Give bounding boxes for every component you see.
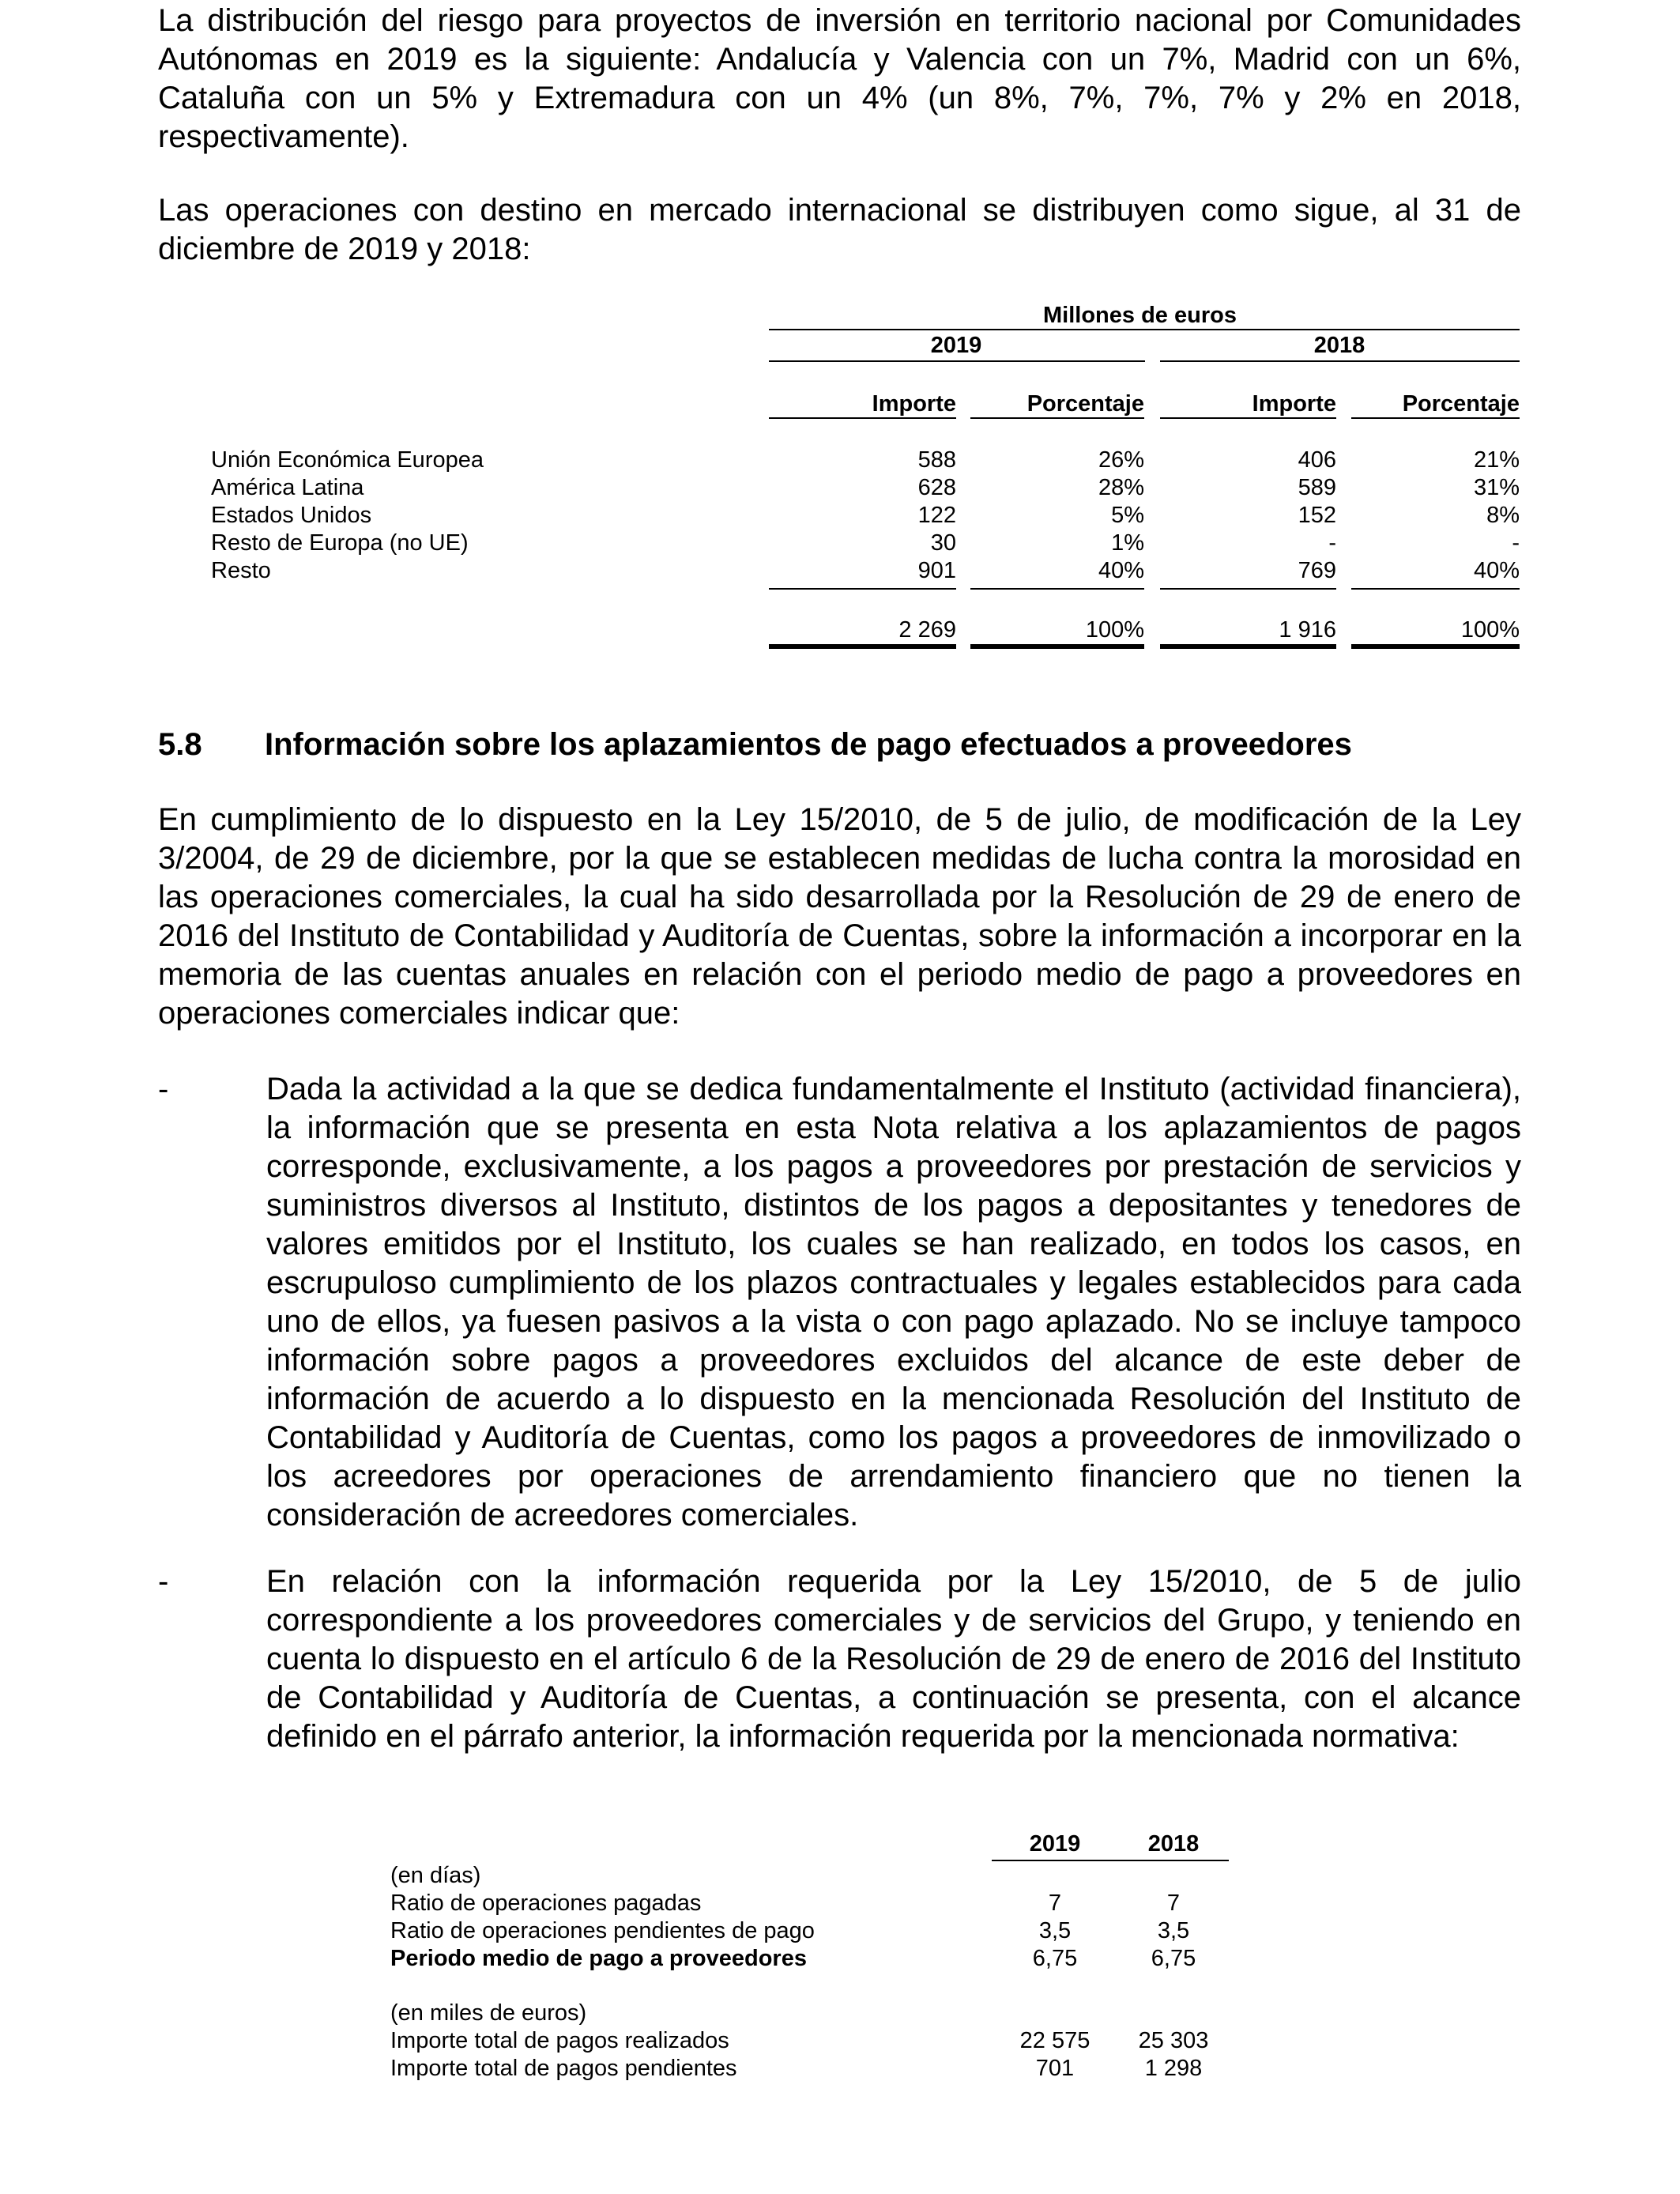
table-cell: 8% [1486, 503, 1520, 528]
table-cell: 22 575 [1019, 2028, 1090, 2053]
table1-total-importe-2019: 2 269 [898, 617, 956, 643]
table-cell: 122 [917, 503, 956, 528]
table1-subtotal-rule-2 [970, 588, 1144, 590]
table-row-label: Importe total de pagos realizados [390, 2028, 729, 2053]
table-cell: 28% [1098, 475, 1144, 500]
table-cell: 21% [1473, 447, 1520, 473]
table1-total-rule-1 [769, 644, 956, 649]
table2-pmp-label: Periodo medio de pago a proveedores [390, 1946, 807, 1971]
table-row-label: Resto de Europa (no UE) [211, 530, 469, 556]
table-cell: 7 [1048, 1891, 1062, 1916]
bullet-text-2: En relación con la información requerida por la Ley 15/2010, de 5 de julio correspondiente a los proveedores comerciales y de servicios del Grupo, y teniendo en cuenta lo dispuesto en el artículo 6 de la Resolución de 29 de enero de 2016 del Instituto de Contabilidad y Auditoría de Cuentas, a continuación se presenta, con el alcance definido en el párrafo anterior, la información requerida por la mencionada normativa: [266, 1564, 1521, 1754]
table1-col-porcentaje-2019: Porcentaje [1026, 391, 1144, 417]
section-paragraph: En cumplimiento de lo dispuesto en la Ley 15/2010, de 5 de julio, de modificación de la Ley 3/2004, de 29 de diciembre, por la que se establecen medidas de lucha contra la morosidad en las operaciones comerciales, la cual ha sido desarrollada por la Resolución de 29 de enero de 2016 del Instituto de Contabilidad y Auditoría de Cuentas, sobre la información a incorporar en la memoria de las cuentas anuales en relación con el periodo medio de pago a proveedores en operaciones comerciales indicar que: [158, 802, 1521, 1031]
table-cell: 589 [1298, 475, 1336, 500]
table-cell: 40% [1098, 558, 1144, 583]
table2-year-2019: 2019 [1029, 1831, 1081, 1857]
table1-col-rule-1 [769, 417, 956, 419]
table-cell: 701 [1035, 2056, 1075, 2081]
table-row-label: Estados Unidos [211, 503, 372, 528]
intro-paragraph-1: La distribución del riesgo para proyectos de inversión en territorio nacional por Comunidades Autónomas en 2019 es la siguiente: Andalucía y Valencia con un 7%, Madrid con un 6%, Cataluña con un 5% y Extremadura con un 4% (un 8%, 7%, 7%, 7% y 2% en 2018, respectivamente). [158, 3, 1521, 154]
table-row-label: Ratio de operaciones pendientes de pago [390, 1918, 815, 1943]
intro-paragraph-2: Las operaciones con destino en mercado internacional se distribuyen como sigue, al 31 de diciembre de 2019 y 2018: [158, 193, 1521, 266]
section-title: Información sobre los aplazamientos de pago efectuados a proveedores [265, 727, 1352, 762]
bullet-dash-1: - [158, 1072, 169, 1106]
table1-unit-header: Millones de euros [1043, 303, 1237, 328]
table-cell: 5% [1111, 503, 1144, 528]
table1-col-rule-3 [1160, 417, 1336, 419]
table1-col-importe-2018: Importe [1252, 391, 1336, 417]
table-cell: 3,5 [1157, 1918, 1190, 1943]
table2-euros-heading: (en miles de euros) [390, 2000, 587, 2026]
table-cell: - [1328, 530, 1336, 556]
table2-header-rule [992, 1860, 1229, 1861]
table-cell: 769 [1298, 558, 1336, 583]
table1-year-2019: 2019 [930, 333, 982, 358]
table1-subtotal-rule-4 [1351, 588, 1520, 590]
table-row-label: Importe total de pagos pendientes [390, 2056, 737, 2081]
section-heading [158, 726, 1521, 764]
section-number: 5.8 [158, 727, 202, 762]
table1-total-rule-2 [970, 644, 1144, 649]
table1-subtotal-rule-3 [1160, 588, 1336, 590]
table-cell: 406 [1298, 447, 1336, 473]
table1-total-porcentaje-2019: 100% [1085, 617, 1144, 643]
table1-col-porcentaje-2018: Porcentaje [1402, 391, 1520, 417]
table1-total-importe-2018: 1 916 [1279, 617, 1336, 643]
table1-col-importe-2019: Importe [872, 391, 956, 417]
table2-pmp-2018: 6,75 [1151, 1946, 1196, 1971]
table1-col-rule-2 [970, 417, 1144, 419]
table-cell: 588 [917, 447, 956, 473]
table1-col-rule-4 [1351, 417, 1520, 419]
table1-total-rule-3 [1160, 644, 1336, 649]
table1-year-2019-rule [769, 360, 1145, 362]
table-row-label: Resto [211, 558, 271, 583]
table2-days-heading: (en días) [390, 1863, 481, 1888]
table-cell: 628 [917, 475, 956, 500]
table-cell: - [1512, 530, 1520, 556]
table1-total-porcentaje-2018: 100% [1460, 617, 1520, 643]
table-cell: 30 [930, 530, 956, 556]
table-row-label: Unión Económica Europea [211, 447, 484, 473]
table2-pmp-2019: 6,75 [1032, 1946, 1078, 1971]
table1-unit-rule [769, 329, 1520, 330]
table-cell: 901 [917, 558, 956, 583]
bullet-text-1: Dada la actividad a la que se dedica fundamentalmente el Instituto (actividad financiera), la información que se presenta en esta Nota relativa a los aplazamientos de pagos corresponde, exclusivamente, a los pagos a proveedores por prestación de servicios y suministros diversos al Instituto, distintos de los pagos a depositantes y tenedores de valores emitidos por el Instituto, los cuales se han realizado, en todos los casos, en escrupuloso cumplimiento de los plazos contractuales y legales establecidos para cada uno de ellos, ya fuesen pasivos a la vista o con pago aplazado. No se incluye tampoco información sobre pagos a proveedores excluidos del alcance de este deber de información de acuerdo a lo dispuesto en la mencionada Resolución del Instituto de Contabilidad y Auditoría de Cuentas, como los pagos a proveedores de inmovilizado o los acreedores por operaciones de arrendamiento financiero que no tienen la consideración de acreedores comerciales. [266, 1072, 1521, 1532]
table-cell: 1% [1111, 530, 1144, 556]
table1-year-2018: 2018 [1313, 333, 1365, 358]
table-row-label: Ratio de operaciones pagadas [390, 1891, 702, 1916]
table1-subtotal-rule-1 [769, 588, 956, 590]
table-cell: 1 298 [1144, 2056, 1203, 2081]
bullet-dash-2: - [158, 1564, 169, 1599]
table-cell: 25 303 [1138, 2028, 1209, 2053]
table1-total-rule-4 [1351, 644, 1520, 649]
table2-year-2018: 2018 [1147, 1831, 1200, 1857]
table-cell: 40% [1473, 558, 1520, 583]
table-cell: 26% [1098, 447, 1144, 473]
table-cell: 152 [1298, 503, 1336, 528]
table-cell: 3,5 [1038, 1918, 1072, 1943]
table1-year-2018-rule [1160, 360, 1520, 362]
table-row-label: América Latina [211, 475, 364, 500]
table-cell: 31% [1473, 475, 1520, 500]
table-cell: 7 [1166, 1891, 1181, 1916]
